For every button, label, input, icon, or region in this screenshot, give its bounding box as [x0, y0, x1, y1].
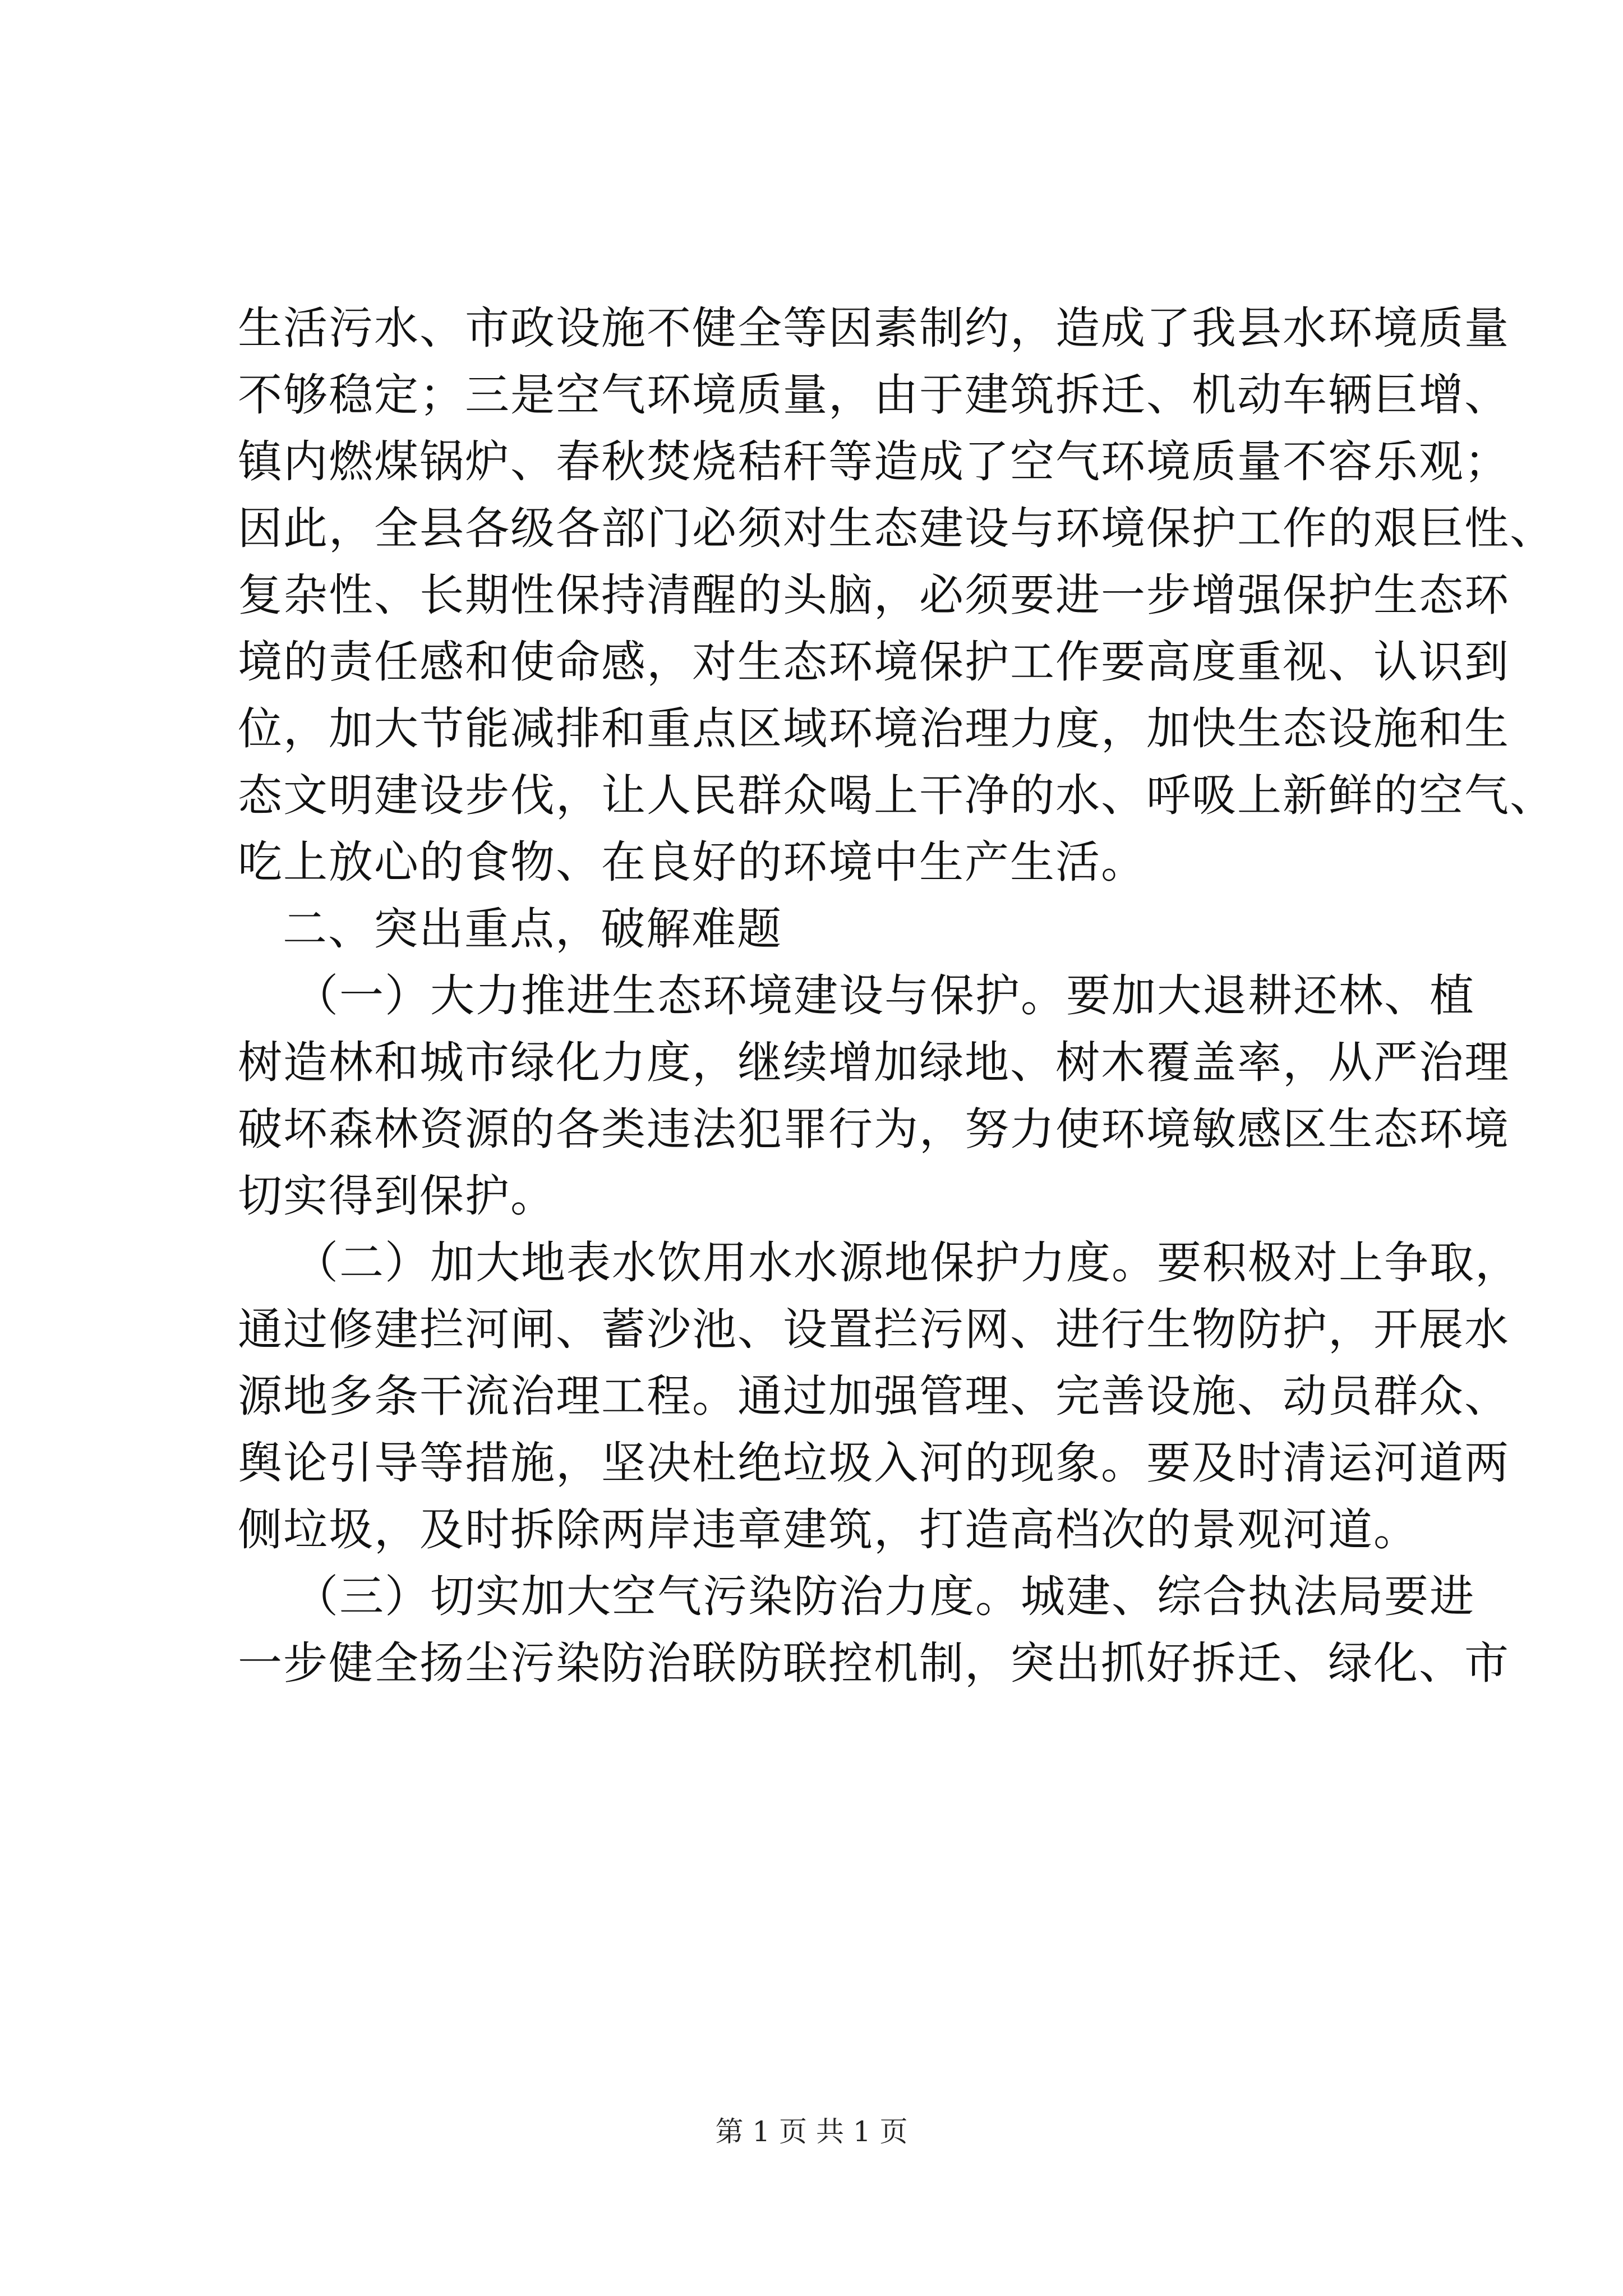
paragraph-start-line: （三）切实加大空气污染防治力度。城建、综合执法局要进 — [294, 1571, 1475, 1622]
text-line: 源地多条干流治理工程。通过加强管理、完善设施、动员群众、 — [238, 1370, 1510, 1422]
text-line: 不够稳定；三是空气环境质量，由于建筑拆迁、机动车辆巨增、 — [238, 369, 1510, 421]
text-line: 态文明建设步伐，让人民群众喝上干净的水、呼吸上新鲜的空气、 — [238, 770, 1555, 821]
page-footer: 第 1 页 共 1 页 — [715, 2115, 908, 2148]
text-line: 切实得到保护。 — [238, 1170, 556, 1222]
section-heading: 二、突出重点，破解难题 — [283, 903, 782, 955]
text-line: 侧垃圾，及时拆除两岸违章建筑，打造高档次的景观河道。 — [238, 1504, 1419, 1556]
text-line: 复杂性、长期性保持清醒的头脑，必须要进一步增强保护生态环 — [238, 569, 1510, 621]
paragraph-start-line: （二）加大地表水饮用水水源地保护力度。要积极对上争取， — [294, 1237, 1520, 1289]
text-line: 境的责任感和使命感，对生态环境保护工作要高度重视、认识到 — [238, 636, 1510, 688]
text-line: 吃上放心的食物、在良好的环境中生产生活。 — [238, 836, 1146, 888]
text-line: 舆论引导等措施，坚决杜绝垃圾入河的现象。要及时清运河道两 — [238, 1437, 1510, 1489]
text-line: 树造林和城市绿化力度，继续增加绿地、树木覆盖率，从严治理 — [238, 1037, 1510, 1088]
paragraph-start-line: （一）大力推进生态环境建设与保护。要加大退耕还林、植 — [294, 970, 1475, 1022]
text-line: 生活污水、市政设施不健全等因素制约，造成了我县水环境质量 — [238, 302, 1510, 354]
text-line: 因此，全县各级各部门必须对生态建设与环境保护工作的艰巨性、 — [238, 503, 1555, 554]
text-line: 破坏森林资源的各类违法犯罪行为，努力使环境敏感区生态环境 — [238, 1103, 1510, 1155]
text-line: 位，加大节能减排和重点区域环境治理力度，加快生态设施和生 — [238, 703, 1510, 754]
text-line: 一步健全扬尘污染防治联防联控机制，突出抓好拆迁、绿化、市 — [238, 1637, 1510, 1689]
text-line: 镇内燃煤锅炉、春秋焚烧秸秆等造成了空气环境质量不容乐观； — [238, 436, 1510, 487]
text-line: 通过修建拦河闸、蓄沙池、设置拦污网、进行生物防护，开展水 — [238, 1304, 1510, 1355]
